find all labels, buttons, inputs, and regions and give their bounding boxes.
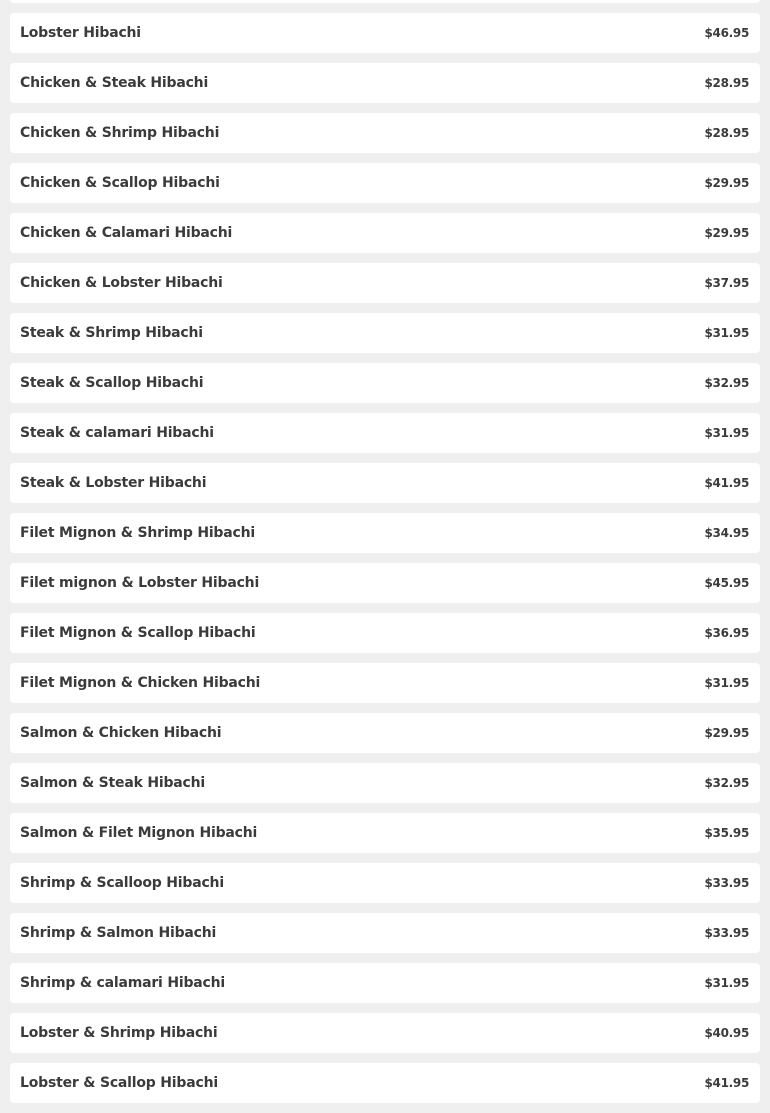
menu-item-row[interactable] xyxy=(10,413,760,453)
menu-item-name: Steak & Lobster Hibachi xyxy=(20,475,207,491)
menu-item-row[interactable] xyxy=(10,163,760,203)
menu-item-name: Shrimp & calamari Hibachi xyxy=(20,975,225,991)
menu-item-row[interactable] xyxy=(10,313,760,353)
menu-item-name: Filet Mignon & Chicken Hibachi xyxy=(20,675,261,691)
menu-item-row[interactable] xyxy=(10,563,760,603)
menu-item-row[interactable] xyxy=(10,463,760,503)
menu-item-price: $46.95 xyxy=(704,26,749,40)
menu-item-name: Chicken & Scallop Hibachi xyxy=(20,175,220,191)
menu-item-name: Lobster Hibachi xyxy=(20,25,141,41)
menu-item-price: $31.95 xyxy=(704,326,749,340)
menu-item-row[interactable] xyxy=(10,763,760,803)
menu-item-row[interactable] xyxy=(10,513,760,553)
menu-item-name: Lobster & Scallop Hibachi xyxy=(20,1075,218,1091)
menu-item-name: Steak & Scallop Hibachi xyxy=(20,375,204,391)
menu-item-price: $33.95 xyxy=(704,876,749,890)
menu-item-name: Chicken & Lobster Hibachi xyxy=(20,275,223,291)
menu-item-row[interactable] xyxy=(10,713,760,753)
menu-item-row[interactable] xyxy=(10,363,760,403)
menu-item-price: $28.95 xyxy=(704,76,749,90)
menu-item-price: $45.95 xyxy=(704,576,749,590)
menu-item-price: $29.95 xyxy=(704,726,749,740)
menu-item-price: $32.95 xyxy=(704,776,749,790)
menu-item-row[interactable] xyxy=(10,263,760,303)
menu-item-name: Steak & calamari Hibachi xyxy=(20,425,214,441)
menu-item-name: Lobster & Shrimp Hibachi xyxy=(20,1025,218,1041)
menu-item-row[interactable] xyxy=(10,1013,760,1053)
menu-item-row[interactable] xyxy=(10,863,760,903)
menu-item-price: $35.95 xyxy=(704,826,749,840)
menu-item-name: Filet Mignon & Shrimp Hibachi xyxy=(20,525,255,541)
menu-item-price: $37.95 xyxy=(704,276,749,290)
menu-item-row[interactable] xyxy=(10,813,760,853)
menu-item-name: Chicken & Shrimp Hibachi xyxy=(20,125,220,141)
menu-item-row[interactable] xyxy=(10,613,760,653)
menu-item-row[interactable] xyxy=(10,663,760,703)
menu-item-row[interactable] xyxy=(10,913,760,953)
menu-item-row[interactable] xyxy=(10,0,760,3)
menu-item-price: $31.95 xyxy=(704,676,749,690)
menu-item-price: $32.95 xyxy=(704,376,749,390)
menu-item-price: $36.95 xyxy=(704,626,749,640)
menu-item-name: Salmon & Steak Hibachi xyxy=(20,775,206,791)
menu-item-price: $31.95 xyxy=(704,426,749,440)
menu-item-row[interactable] xyxy=(10,213,760,253)
menu-item-name: Chicken & Calamari Hibachi xyxy=(20,225,233,241)
menu-item-price: $29.95 xyxy=(704,226,749,240)
menu-item-price: $29.95 xyxy=(704,176,749,190)
menu-item-price: $40.95 xyxy=(704,1026,749,1040)
menu-item-price: $34.95 xyxy=(704,526,749,540)
menu-item-price: $28.95 xyxy=(704,126,749,140)
menu-item-name: Steak & Shrimp Hibachi xyxy=(20,325,203,341)
menu-item-name: Shrimp & Salmon Hibachi xyxy=(20,925,217,941)
menu-item-name: Chicken & Steak Hibachi xyxy=(20,75,209,91)
menu-item-price: $33.95 xyxy=(704,926,749,940)
menu-item-price: $41.95 xyxy=(704,1076,749,1090)
menu-item-row[interactable] xyxy=(10,1063,760,1103)
menu-item-row[interactable] xyxy=(10,63,760,103)
menu-item-name: Salmon & Chicken Hibachi xyxy=(20,725,222,741)
menu-item-row[interactable] xyxy=(10,963,760,1003)
menu-item-price: $41.95 xyxy=(704,476,749,490)
menu-item-row[interactable] xyxy=(10,113,760,153)
menu-item-name: Salmon & Filet Mignon Hibachi xyxy=(20,825,258,841)
menu-item-price: $31.95 xyxy=(704,976,749,990)
menu-item-name: Filet mignon & Lobster Hibachi xyxy=(20,575,260,591)
menu-item-name: Filet Mignon & Scallop Hibachi xyxy=(20,625,256,641)
menu-item-row[interactable] xyxy=(10,13,760,53)
menu-item-name: Shrimp & Scalloop Hibachi xyxy=(20,875,224,891)
